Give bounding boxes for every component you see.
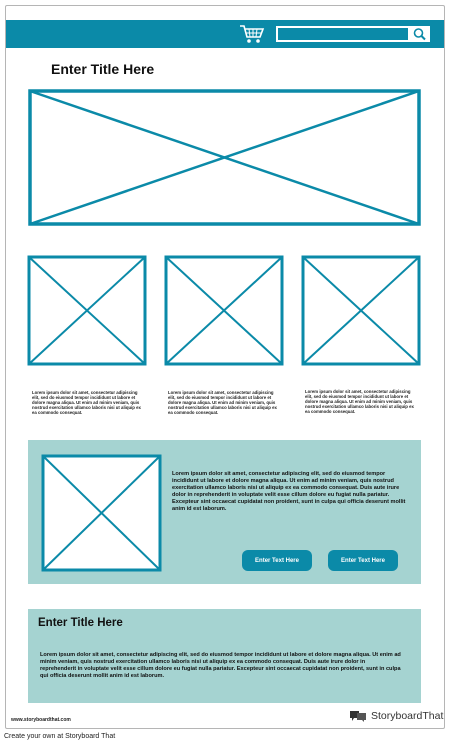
page-title: Enter Title Here bbox=[51, 61, 155, 77]
speech-bubble-icon bbox=[349, 710, 367, 722]
card-image-placeholder bbox=[27, 255, 147, 366]
search-icon bbox=[410, 26, 430, 42]
hero-image-placeholder bbox=[28, 89, 421, 226]
card-text: Lorem ipsum dolor sit amet, consectetur adipiscing elit, sed do eiusmod tempor incididunt ut labore et dolore magna aliqua. Ut enim ad minim veniam, quis nostrud exercitation ullamco laboris nisi ut aliquip ex ea commodo consequat. bbox=[168, 390, 277, 415]
footer-url[interactable]: www.storyboardthat.com bbox=[11, 717, 71, 723]
section-title: Enter Title Here bbox=[38, 617, 123, 629]
feature-button-2[interactable]: Enter Text Here bbox=[328, 550, 398, 571]
card-text: Lorem ipsum dolor sit amet, consectetur adipiscing elit, sed do eiusmod tempor incididunt ut labore et dolore magna aliqua. Ut enim ad minim veniam, quis nostrud exercitation ullamco laboris nisi ut aliquip ex ea commodo consequat. bbox=[32, 390, 141, 415]
brand-name: StoryboardThat bbox=[371, 710, 444, 722]
feature-button-1[interactable]: Enter Text Here bbox=[242, 550, 312, 571]
card-text: Lorem ipsum dolor sit amet, consectetur adipiscing elit, sed do eiusmod tempor incididunt ut labore et dolore magna aliqua. Ut enim ad minim veniam, quis nostrud exercitation ullamco laboris nisi ut aliquip ex ea commodo consequat. bbox=[305, 389, 414, 414]
card-image-placeholder bbox=[301, 255, 421, 366]
card-image-placeholder bbox=[164, 255, 284, 366]
caption: Create your own at Storyboard That bbox=[4, 733, 116, 740]
section-text: Lorem ipsum dolor sit amet, consectetur adipiscing elit, sed do eiusmod tempor incididunt ut labore et dolore magna aliqua. Ut enim ad minim veniam, quis nostrud exercitation ullamco laboris nisi ut aliquip ex ea commodo consequat. Duis aute irure dolor in reprehenderit in voluptate velit esse cillum dolore eu fugiat nulla pariatur. Excepteur sint occaecat cupidatat non proident, sunt in culpa qui officia deserunt mollit anim id est laborum. bbox=[40, 652, 401, 680]
feature-image-placeholder bbox=[41, 454, 162, 572]
top-nav-bar bbox=[6, 20, 444, 48]
search-input[interactable] bbox=[276, 26, 410, 42]
cart-icon[interactable] bbox=[239, 24, 265, 44]
brand-logo[interactable] bbox=[349, 710, 443, 722]
search-button[interactable] bbox=[410, 26, 430, 42]
feature-text: Lorem ipsum dolor sit amet, consectetur adipiscing elit, sed do eiusmod tempor incididunt ut labore et dolore magna aliqua. Ut enim ad minim veniam, quis nostrud exercitation ullamco laboris nisi ut aliquip ex ea commodo consequat. Duis aute irure dolor in reprehenderit in voluptate velit esse cillum dolore eu fugiat nulla pariatur. Excepteur sint occaecat cupidatat non proident, sunt in culpa qui officia deserunt mollit anim id est laborum. bbox=[172, 471, 406, 513]
